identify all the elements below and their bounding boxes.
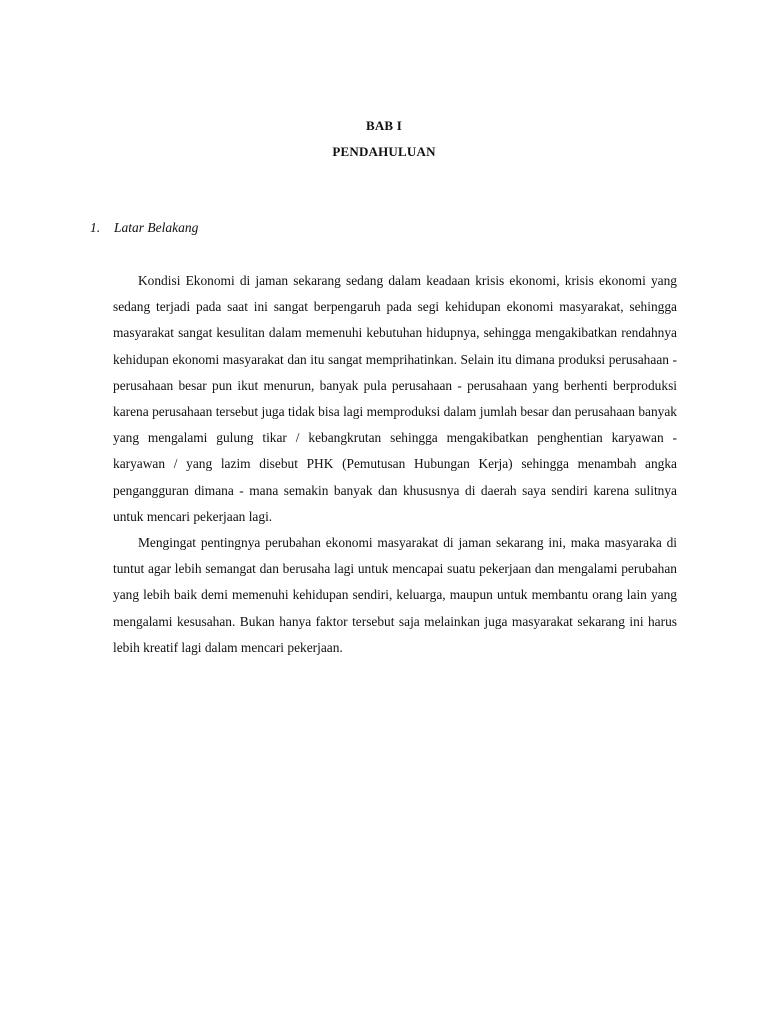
- chapter-title: PENDAHULUAN: [332, 144, 436, 159]
- body-text: [113, 268, 677, 661]
- section-title: Latar Belakang: [114, 220, 199, 235]
- section-number: 1.: [90, 220, 101, 235]
- paragraph: Mengingat pentingnya perubahan ekonomi masyarakat di jaman sekarang ini, maka masyaraka di tuntut agar lebih semangat dan berusaha lagi untuk mencapai suatu pekerjaan dan mengalami perubahan yang lebih baik demi memenuhi kehidupan sendiri, keluarga, maupun untuk membantu orang lain yang mengalami kesusahan. Bukan hanya faktor tersebut saja melainkan juga masyarakat sekarang ini harus lebih kreatif lagi dalam mencari pekerjaan.: [113, 535, 677, 655]
- chapter-number: BAB I: [365, 118, 403, 133]
- paragraph: Kondisi Ekonomi di jaman sekarang sedang dalam keadaan krisis ekonomi, krisis ekonomi yang sedang terjadi pada saat ini sangat berpengaruh pada segi kehidupan ekonomi masyarakat, sehingga masyarakat sangat kesulitan dalam memenuhi kebutuhan hidupnya, sehingga mengakibatkan rendahnya kehidupan ekonomi masyarakat dan itu sangat memprihatinkan. Selain itu dimana produksi perusahaan - perusahaan besar pun ikut menurun, banyak pula perusahaan - perusahaan yang berhenti berproduksi karena perusahaan tersebut juga tidak bisa lagi memproduksi dalam jumlah besar dan perusahaan banyak yang mengalami gulung tikar / kebangkrutan sehingga mengakibatkan penghentian karyawan - karyawan / yang lazim disebut PHK (Pemutusan Hubungan Kerja) sehingga menambah angka pengangguran dimana - mana semakin banyak dan khususnya di daerah saya sendiri karena sulitnya untuk mencari pekerjaan lagi.: [113, 273, 677, 524]
- section-heading: [90, 220, 198, 236]
